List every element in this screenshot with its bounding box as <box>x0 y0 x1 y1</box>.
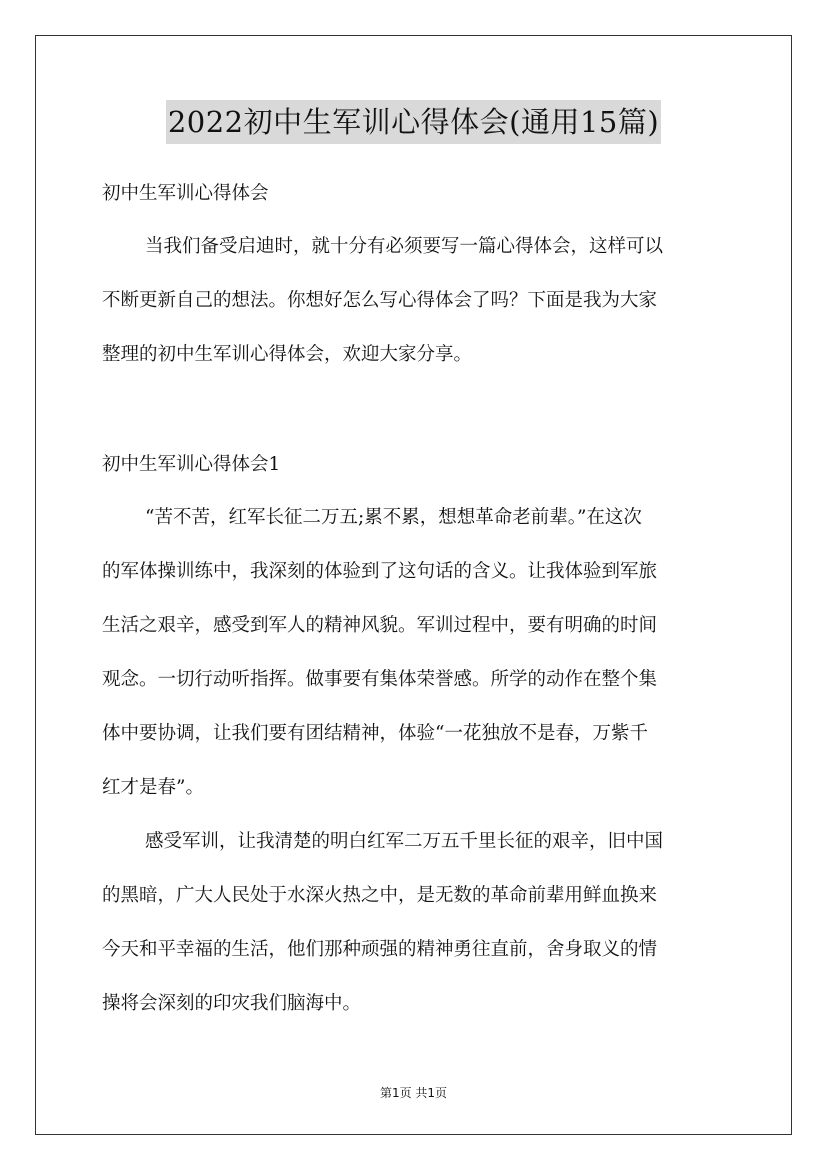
section1-paragraph-1 <box>102 491 728 815</box>
paragraph-line: 整理的初中生军训心得体会，欢迎大家分享。 <box>102 344 473 365</box>
page-footer: 第1页 共1页 <box>379 1086 448 1100</box>
paragraph-line: 的黑暗，广大人民处于水深火热之中，是无数的革命前辈用鲜血换来 <box>102 885 658 906</box>
section1-heading: 初中生军训心得体会1 <box>102 454 281 475</box>
intro-heading: 初中生军训心得体会 <box>102 183 269 204</box>
title-container <box>0 100 827 144</box>
paragraph-line: 生活之艰辛，感受到军人的精神风貌。军训过程中，要有明确的时间 <box>102 615 658 636</box>
paragraph-line: 今天和平幸福的生活，他们那种顽强的精神勇往直前，舍身取义的情 <box>102 939 658 960</box>
paragraph-line: 红才是春”。 <box>102 777 204 798</box>
intro-paragraph <box>102 220 728 382</box>
paragraph-line: 不断更新自己的想法。你想好怎么写心得体会了吗？下面是我为大家 <box>102 290 658 311</box>
paragraph-line: 当我们备受启迪时，就十分有必须要写一篇心得体会，这样可以 <box>145 236 664 257</box>
paragraph-line: 操将会深刻的印灾我们脑海中。 <box>102 993 362 1014</box>
paragraph-line: 的军体操训练中，我深刻的体验到了这句话的含义。让我体验到军旅 <box>102 561 658 582</box>
paragraph-line: “苦不苦，红军长征二万五;累不累，想想革命老前辈。”在这次 <box>145 507 642 528</box>
paragraph-line: 体中要协调，让我们要有团结精神，体验“一花独放不是春，万紫千 <box>102 723 648 744</box>
paragraph-line: 感受军训，让我清楚的明白红军二万五千里长征的艰辛，旧中国 <box>145 831 664 852</box>
document-title: 2022初中生军训心得体会(通用15篇) <box>166 100 661 144</box>
section1-paragraph-2 <box>102 815 728 1031</box>
paragraph-line: 观念。一切行动听指挥。做事要有集体荣誉感。所学的动作在整个集 <box>102 669 658 690</box>
